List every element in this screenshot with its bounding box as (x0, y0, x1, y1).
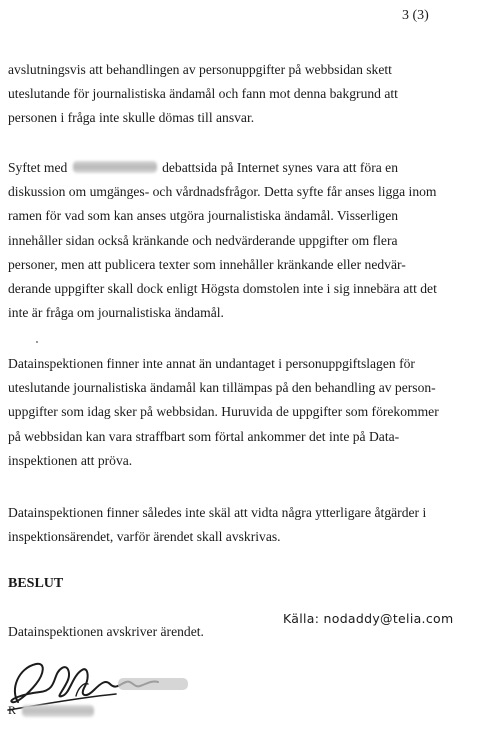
paragraph-4 (8, 501, 470, 549)
source-note: Källa: nodaddy@telia.com (283, 611, 454, 626)
signature-initial: R (8, 703, 17, 717)
text-line: på webbsidan kan vara straffbart som förtal ankommer det inte på Data- (8, 428, 400, 444)
redaction-blur (73, 161, 157, 173)
paragraph-3 (8, 352, 470, 473)
text-line: derande uppgifter skall dock enligt Högsta domstolen inte i sig innebära att det (8, 281, 437, 297)
text-line: avslutningsvis att behandlingen av personuppgifter på webbsidan skett (8, 62, 392, 77)
text-line: diskussion om umgänges- och vårdnadsfrågor. Detta syfte får anses ligga inom (8, 184, 437, 200)
text-line: innehåller sidan också kränkande och nedvärderande uppgifter om flera (8, 232, 398, 248)
decision-heading: BESLUT (8, 576, 64, 591)
text-fragment: debattsida på Internet synes vara att föra en (162, 160, 398, 175)
text-line: Datainspektionen finner således inte skäl att vidta några ytterligare åtgärder i (8, 505, 427, 520)
paragraph-1 (8, 58, 470, 131)
text-line: ramen för vad som kan anses utgöra journalistiska ändamål. Visserligen (8, 208, 399, 224)
paragraph-2 (8, 156, 470, 325)
text-line: uppgifter som idag sker på webbsidan. Huruvida de uppgifter som förekommer (8, 404, 439, 420)
scan-speck (36, 341, 38, 343)
text-line: personen i fråga inte skulle dömas till ansvar. (8, 110, 255, 126)
text-line (8, 156, 470, 180)
text-line: uteslutande för journalistiska ändamål och fann mot denna bakgrund att (8, 86, 398, 102)
redaction-blur (22, 705, 94, 717)
decision-text: Datainspektionen avskriver ärendet. (8, 624, 204, 639)
text-line: Datainspektionen finner inte annat än undantaget i personuppgiftslagen för (8, 356, 415, 371)
text-line: inspektionsärendet, varför ärendet skall avskrivas. (8, 529, 281, 545)
page-number: 3 (3) (402, 8, 429, 23)
text-line: inte är fråga om journalistiska ändamål. (8, 305, 224, 321)
text-line: uteslutande journalistiska ändamål kan tillämpas på den behandling av person- (8, 380, 436, 396)
text-line: personer, men att publicera texter som innehåller kränkande eller nedvär- (8, 256, 406, 272)
text-line: inspektionen att pröva. (8, 452, 133, 468)
text-fragment: Syftet med (8, 160, 68, 175)
